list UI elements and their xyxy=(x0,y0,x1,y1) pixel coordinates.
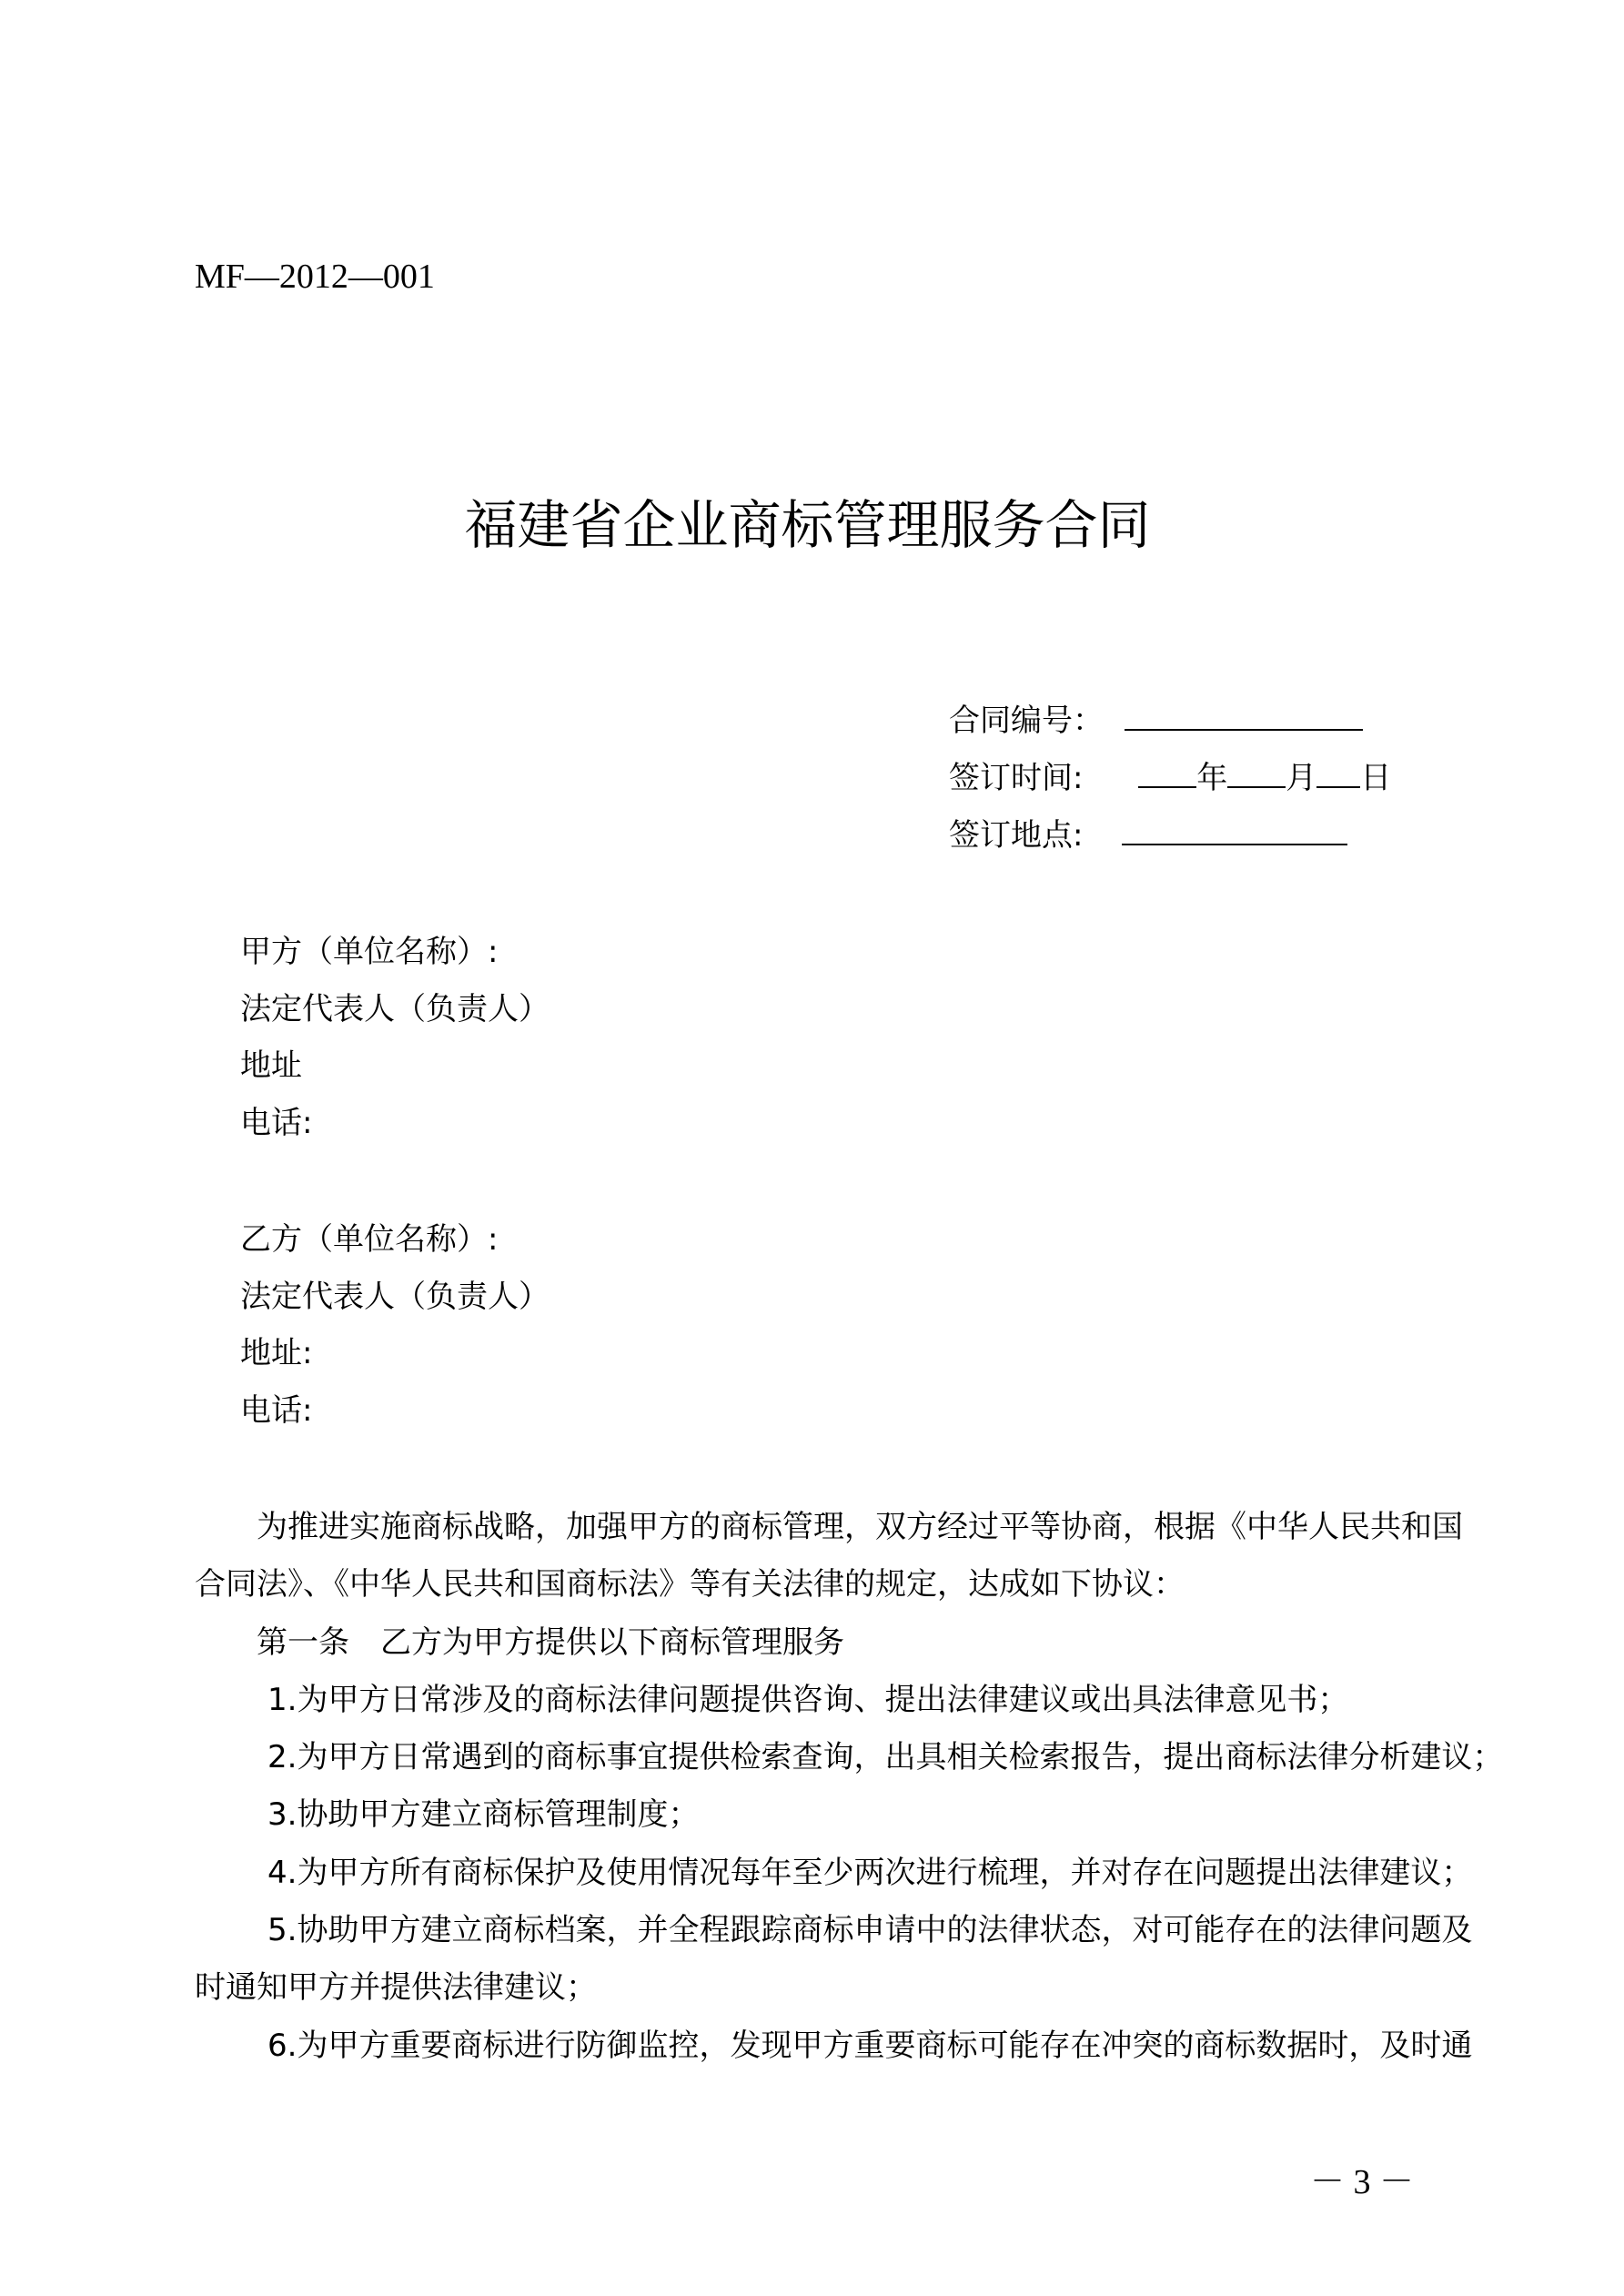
year-label: 年 xyxy=(1196,760,1228,796)
contract-number-row xyxy=(949,702,1363,739)
month-label: 月 xyxy=(1286,760,1317,796)
contract-number-label: 合同编号： xyxy=(949,703,1104,739)
service-item: 3.协助甲方建立商标管理制度； xyxy=(267,1796,700,1833)
service-item: 5.协助甲方建立商标档案，并全程跟踪商标申请中的法律状态，对可能存在的法律问题及 xyxy=(267,1912,1473,1948)
month-blank xyxy=(1227,759,1286,788)
service-item: 1.为甲方日常涉及的商标法律问题提供咨询、提出法律建议或出具法律意见书； xyxy=(267,1682,1349,1718)
article-heading: 第一条 乙方为甲方提供以下商标管理服务 xyxy=(257,1624,844,1661)
party-a-name: 甲方（单位名称）: xyxy=(240,934,499,970)
sign-place-label: 签订地点: xyxy=(949,817,1084,854)
sign-place-blank xyxy=(1122,816,1347,845)
service-item-continuation: 时通知甲方并提供法律建议； xyxy=(195,1969,597,2006)
year-blank xyxy=(1138,759,1196,788)
party-b-name: 乙方（单位名称）: xyxy=(240,1221,499,1258)
sign-place-row xyxy=(949,816,1347,854)
party-a-representative: 法定代表人（负责人） xyxy=(240,991,550,1027)
day-blank xyxy=(1316,759,1360,788)
document-title: 福建省企业商标管理服务合同 xyxy=(464,494,1151,556)
party-a-phone: 电话: xyxy=(240,1105,313,1141)
service-item: 4.为甲方所有商标保护及使用情况每年至少两次进行梳理，并对存在问题提出法律建议； xyxy=(267,1855,1473,1891)
sign-date-label: 签订时间: xyxy=(949,760,1084,796)
intro-paragraph-line: 为推进实施商标战略，加强甲方的商标管理，双方经过平等协商，根据《中华人民共和国 xyxy=(257,1509,1463,1545)
party-b-address: 地址: xyxy=(240,1335,313,1371)
document-code: MF—2012—001 xyxy=(195,258,435,296)
sign-date-row xyxy=(949,759,1391,796)
party-b-representative: 法定代表人（负责人） xyxy=(240,1279,550,1315)
service-item: 6.为甲方重要商标进行防御监控，发现甲方重要商标可能存在冲突的商标数据时，及时通 xyxy=(267,2028,1473,2064)
service-item: 2.为甲方日常遇到的商标事宜提供检索查询，出具相关检索报告，提出商标法律分析建议； xyxy=(267,1739,1504,1775)
party-a-address: 地址 xyxy=(240,1047,302,1084)
day-label: 日 xyxy=(1360,760,1392,796)
page-number: － 3 － xyxy=(1310,2163,1415,2201)
party-b-phone: 电话: xyxy=(240,1392,313,1429)
intro-paragraph-line: 合同法》、《中华人民共和国商标法》等有关法律的规定，达成如下协议： xyxy=(195,1566,1185,1603)
contract-number-blank xyxy=(1125,702,1363,731)
